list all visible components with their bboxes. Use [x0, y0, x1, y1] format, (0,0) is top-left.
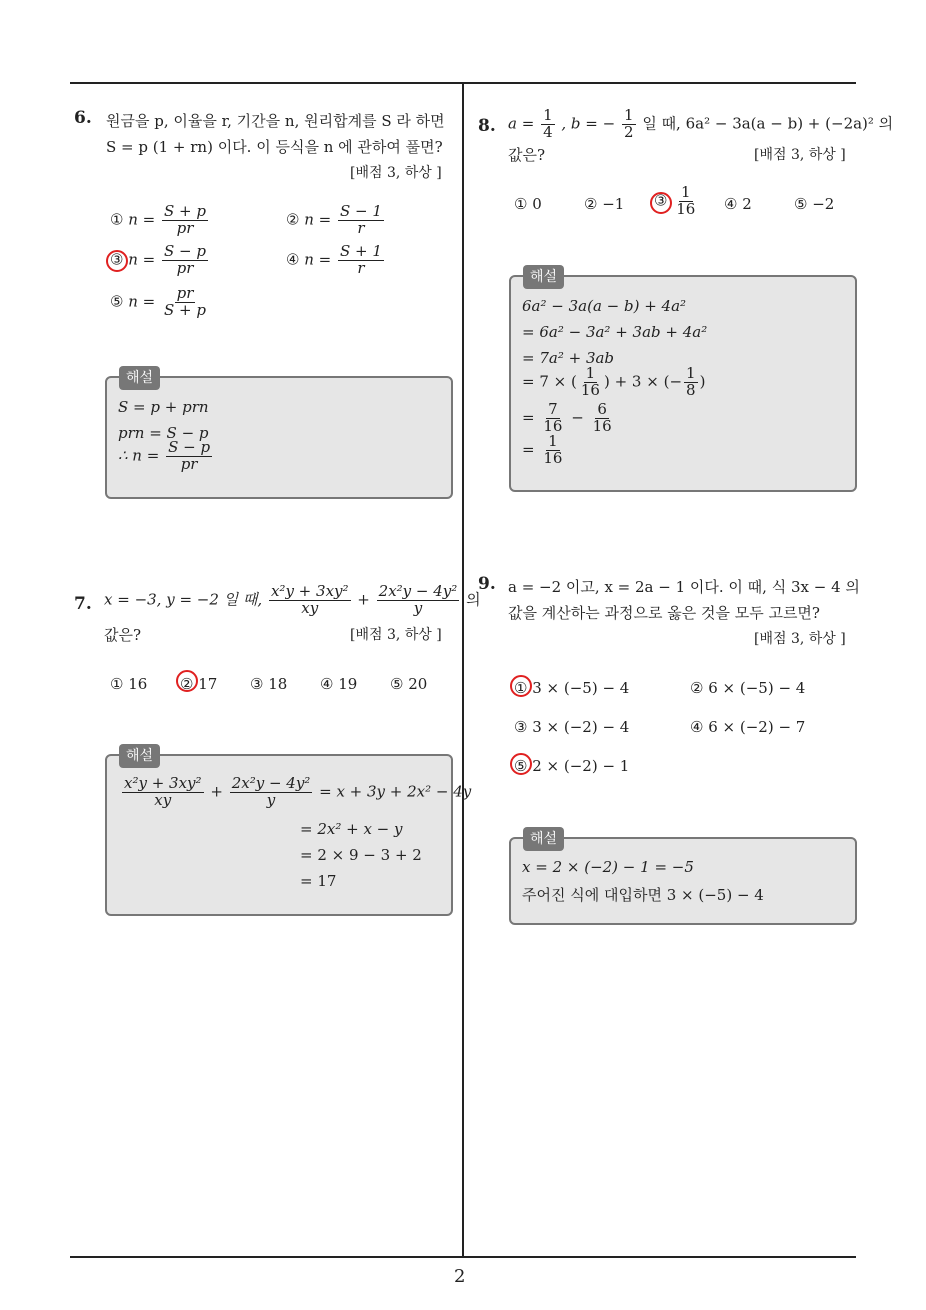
q8-option-5[interactable]: ⑤ −2 — [794, 195, 835, 213]
q8-number: 8. — [478, 116, 496, 136]
q6-solution-label: 해설 — [119, 366, 160, 390]
q6-number: 6. — [74, 108, 92, 128]
q7-option-2[interactable]: ② 17 — [180, 675, 218, 693]
q7-option-4[interactable]: ④ 19 — [320, 675, 358, 693]
q7-option-1[interactable]: ① 16 — [110, 675, 148, 693]
q6-solution-line1: S = p + prn — [118, 398, 209, 416]
q6-solution-line3: ∴ n = $\frac{S - p}{pr}$ — [118, 438, 211, 473]
q6-option-4-fraction: $\frac{S + 1}{r}$ — [340, 242, 382, 277]
q9-number: 9. — [478, 574, 496, 594]
q8-solution-line6: = $\frac{1}{16}$ — [522, 432, 563, 467]
q9-solution-line1: x = 2 × (−2) − 1 = −5 — [522, 858, 694, 876]
q7-solution-step3: = 2 × 9 − 3 + 2 — [300, 846, 422, 864]
q7-answer-circle — [176, 670, 198, 692]
q8-solution-line5: = $\frac{7}{16}$ − $\frac{6}{16}$ — [522, 400, 612, 435]
q9-text-line1: a = −2 이고, x = 2a − 1 이다. 이 때, 식 3x − 4 의 — [508, 578, 860, 596]
q6-option-3-fraction: $\frac{S - p}{pr}$ — [164, 242, 206, 277]
q8-solution-line1: 6a² − 3a(a − b) + 4a² — [522, 297, 687, 315]
q6-answer-circle — [106, 250, 128, 272]
q6-solution-line2: prn = S − p — [118, 424, 209, 442]
q7-option-3[interactable]: ③ 18 — [250, 675, 288, 693]
q9-option-5[interactable]: ⑤ 2 × (−2) − 1 — [514, 757, 630, 775]
bottom-rule — [70, 1256, 856, 1258]
q8-option-1[interactable]: ① 0 — [514, 195, 542, 213]
q9-option-2[interactable]: ② 6 × (−5) − 4 — [690, 679, 806, 697]
page-number: 2 — [454, 1266, 466, 1287]
q8-text-line1: a = $\frac{1}{4}$ , b = − $\frac{1}{2}$ 일 때, 6a² − 3a(a − b) + (−2a)² 의 — [508, 106, 894, 141]
q7-score-tag: [배점 3, 하상 ] — [350, 627, 442, 643]
q9-option-1[interactable]: ① 3 × (−5) − 4 — [514, 679, 630, 697]
column-divider — [462, 82, 464, 1258]
q9-text-line2: 값을 계산하는 과정으로 옳은 것을 모두 고르면? — [508, 604, 820, 622]
q6-option-2-fraction: $\frac{S - 1}{r}$ — [340, 202, 382, 237]
q6-option-5[interactable]: ⑤ n = $\frac{pr}{S + p}$ — [110, 284, 206, 319]
q9-option-4[interactable]: ④ 6 × (−2) − 7 — [690, 718, 806, 736]
q9-solution-line2: 주어진 식에 대입하면 3 × (−5) − 4 — [522, 886, 764, 904]
q8-option-4[interactable]: ④ 2 — [724, 195, 752, 213]
q6-text-line2: S = p (1 + rn) 이다. 이 등식을 n 에 관하여 풀면? — [106, 138, 443, 156]
q6-option-1[interactable]: ① n = $\frac{S + p}{pr}$ — [110, 202, 206, 237]
q9-solution-label: 해설 — [523, 827, 564, 851]
q7-solution-step4: = 17 — [300, 872, 337, 890]
q9-score-tag: [배점 3, 하상 ] — [754, 631, 846, 647]
q6-option-4[interactable]: ④ n = $\frac{S + 1}{r}$ — [286, 242, 382, 277]
q8-solution-line4: = 7 × ( $\frac{1}{16}$ ) + 3 × (− $\frac{1}{8}$ ) — [522, 364, 706, 399]
q7-option-5[interactable]: ⑤ 20 — [390, 675, 428, 693]
q7-solution-label: 해설 — [119, 744, 160, 768]
q6-option-1-fraction: $\frac{S + p}{pr}$ — [164, 202, 206, 237]
q7-solution-step2: = 2x² + x − y — [300, 820, 403, 838]
q8-solution-line2: = 6a² − 3a² + 3ab + 4a² — [522, 323, 708, 341]
q9-option-3[interactable]: ③ 3 × (−2) − 4 — [514, 718, 630, 736]
q6-option-2[interactable]: ② n = $\frac{S - 1}{r}$ — [286, 202, 382, 237]
q9-answer-circle-1 — [510, 675, 532, 697]
q8-answer-circle — [650, 192, 672, 214]
q6-option-5-fraction: $\frac{pr}{S + p}$ — [164, 284, 206, 319]
q6-score-tag: [배점 3, 하상 ] — [350, 165, 442, 181]
q8-text-line2: 값은? — [508, 146, 546, 164]
q7-solution-line1: $\frac{\text{x²y + 3xy²}}{xy}$ + $\frac{\text{2x²y − 4y²}}{y}$ = x + 3y + 2x² − 4y — [124, 774, 472, 809]
q8-option-2[interactable]: ② −1 — [584, 195, 625, 213]
q7-text-line2: 값은? — [104, 626, 142, 644]
q8-solution-line3: = 7a² + 3ab — [522, 349, 615, 367]
q8-solution-label: 해설 — [523, 265, 564, 289]
q6-option-3[interactable]: ③ n = $\frac{S - p}{pr}$ — [110, 242, 206, 277]
q7-text-line1: x = −3, y = −2 일 때, $\frac{\text{x²y + 3xy²}}{xy}$ + $\frac{\text{2x²y − 4y²}}{y}$ 의 — [104, 582, 481, 617]
q6-text-line1: 원금을 p, 이율을 r, 기간을 n, 원리합계를 S 라 하면 — [106, 112, 445, 130]
q9-answer-circle-5 — [510, 753, 532, 775]
q8-option-3[interactable]: ③ $\frac{1}{16}$ — [654, 183, 696, 218]
q8-score-tag: [배점 3, 하상 ] — [754, 147, 846, 163]
q7-number: 7. — [74, 594, 92, 614]
